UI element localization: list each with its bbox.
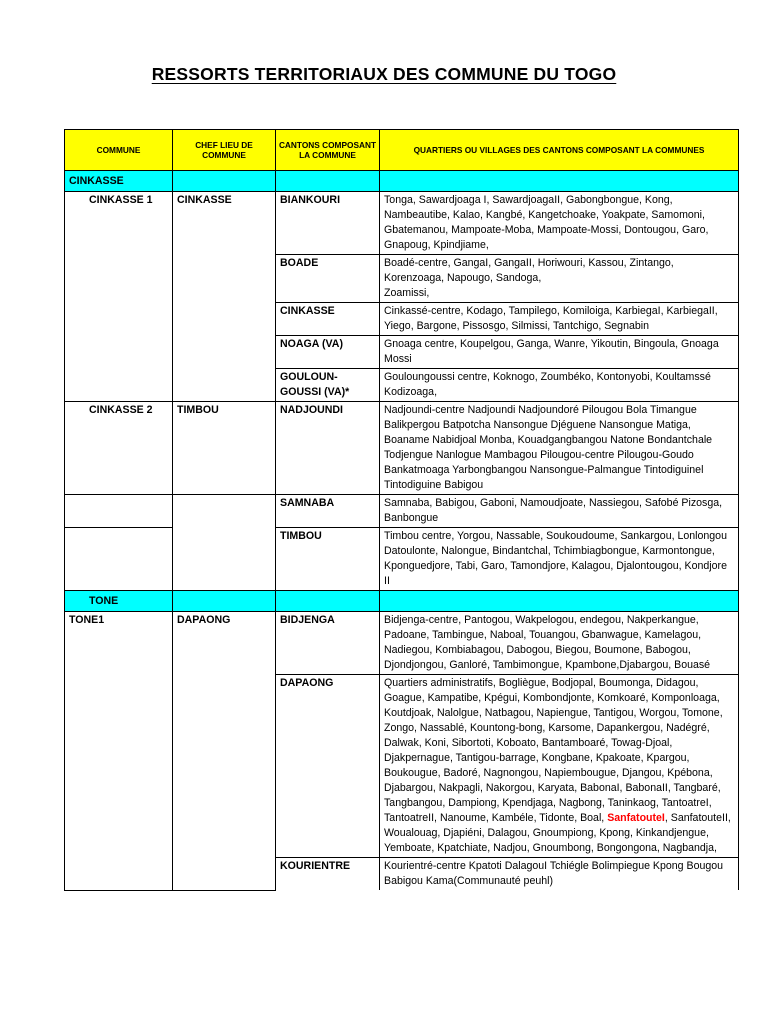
- villages-cell: Bidjenga-centre, Pantogou, Wakpelogou, endegou, Nakperkangue, Padoane, Tambingue, Naboal, Touangou, Gbanwague, Kamelagou, Nadiegou, Kombiabagou, Dabogou, Biegou, Boumone, Babogou, Djondjongou, Ganloré, Tambimongue, Kpambone,Djabargou, Bouasé: [380, 612, 739, 675]
- villages-text: Quartiers administratifs, Bogliègue, Bodjopal, Boumonga, Didagou, Goague, Kampatibe, Kpégui, Kombondjonte, Komkoaré, Komponloaga, Koutdjoak, Nalolgue, Natbagou, Napiengue, Tantigou, Worgou, Tomone, Zongo, Nassablé, Kountong-bong, Karsome, Dapankergou, Nadégré, Dalwak, Koni, Sibortoti, Koboato, Bantamboaré, Towag-Djoal, Djakpernague, Tantigou-barrage, Kongbane, Kpakoate, Kpargou, Boukougue, Badoré, Nagnongou, Napiembougue, Djangou, Kpébona, Djabargou, Nakpagli, Nakorgou, Karyata, BabonaI, BabonaII, Tangbaré, Tangbangou, Dampiong, Kpendjaga, Nagbong, Taninkaog, TantoatreI, TantoatreII, Nanoume, Kambéle, Tidonte, Boal,: [384, 677, 723, 824]
- villages-cell: Cinkassé-centre, Kodago, Tampilego, Komiloiga, KarbiegaI, KarbiegaII, Yiego, Bargone, Pissosgo, Silmissi, Tantchigo, Segnabin: [380, 303, 739, 336]
- table-row: [65, 402, 739, 495]
- canton-name: TIMBOU: [276, 528, 380, 591]
- villages-text: Gouloungoussi centre, Koknogo, Zoumbéko, Kontonyobi, Koultamssé: [384, 371, 711, 383]
- villages-cell: [380, 369, 739, 402]
- canton-name: SAMNABA: [276, 495, 380, 528]
- villages-text: Kodizoaga,: [384, 386, 438, 398]
- commune-name: CINKASSE 1: [65, 192, 173, 402]
- region-name: CINKASSE: [65, 171, 173, 192]
- commune-name: CINKASSE 2: [65, 402, 173, 495]
- header-chef-lieu: CHEF LIEU DE COMMUNE: [173, 130, 276, 171]
- highlighted-village: SanfatouteI: [607, 812, 665, 824]
- chef-lieu: TIMBOU: [173, 402, 276, 495]
- villages-cell: [380, 675, 739, 858]
- header-cantons: CANTONS COMPOSANT LA COMMUNE: [276, 130, 380, 171]
- canton-name: DAPAONG: [276, 675, 380, 858]
- canton-name: NADJOUNDI: [276, 402, 380, 495]
- region-row-tone: [65, 591, 739, 612]
- canton-name: BIANKOURI: [276, 192, 380, 255]
- canton-name: CINKASSE: [276, 303, 380, 336]
- chef-lieu: CINKASSE: [173, 192, 276, 402]
- table-row: [65, 192, 739, 255]
- canton-name: NOAGA (VA): [276, 336, 380, 369]
- villages-cell: [380, 255, 739, 303]
- table-row: [65, 495, 739, 528]
- villages-cell: Nadjoundi-centre Nadjoundi Nadjoundoré Pilougou Bola Timangue Balikpergou Batpotcha Nansongue Djéguene Nansongue Matiga, Boaname Nabidjoal Monba, Kouadgangbangou Natone Bondantchale Todjengue Nanlogue Mambagou Pilougou-centre Pilougou-Goudo Bankatmoaga Yarbongbangou Nansongue-Palmangue Tintodiguinel Tintodiguine Babigou: [380, 402, 739, 495]
- territorial-table: [64, 129, 739, 891]
- header-quartiers: QUARTIERS OU VILLAGES DES CANTONS COMPOSANT LA COMMUNES: [380, 130, 739, 171]
- canton-name: GOULOUN-GOUSSI (VA)*: [276, 369, 380, 402]
- canton-name: KOURIENTRE: [276, 858, 380, 891]
- villages-cell: Gnoaga centre, Koupelgou, Ganga, Wanre, Yikoutin, Bingoula, Gnoaga Mossi: [380, 336, 739, 369]
- canton-name: BOADE: [276, 255, 380, 303]
- villages-text: Timbou centre, Yorgou, Nassable, Soukoudoume, Sankargou, Lonlongou: [384, 530, 727, 542]
- villages-cell: [380, 528, 739, 591]
- villages-text: , SanfatouteII, Woualouag, Djapiéni, Dalagou, Gnoumpiong, Kpong, Kinkandjengue, Yemboate, Kpatchiate, Nadjou, Gnoumbong, Bongongona, Nagbandja,: [384, 812, 731, 854]
- villages-text: Zoamissi,: [384, 287, 430, 299]
- villages-cell: Kourientré-centre Kpatoti DalagouI Tchiégle Bolimpiegue Kpong Bougou Babigou Kama(Communauté peuhl): [380, 858, 739, 891]
- commune-name: TONE1: [65, 612, 173, 891]
- page-title: RESSORTS TERRITORIAUX DES COMMUNE DU TOGO: [151, 64, 617, 84]
- chef-lieu: DAPAONG: [173, 612, 276, 891]
- canton-name: BIDJENGA: [276, 612, 380, 675]
- table-row: [65, 612, 739, 675]
- villages-text: Datoulonte, Nalongue, Bindantchal, Tchimbiagbongue, Karmontongue, Kponguedjore, Tabi, Garo, Tamondjore, Kalagou, Djalontougou, Kondjore II: [384, 545, 727, 587]
- villages-text: Boadé-centre, GangaI, GangaII, Horiwouri, Kassou, Zintango, Korenzoaga, Napougo, Sandoga,: [384, 257, 674, 284]
- region-name: TONE: [65, 591, 173, 612]
- header-commune: COMMUNE: [65, 130, 173, 171]
- villages-cell: Tonga, Sawardjoaga I, SawardjoagaII, Gabongbongue, Kong, Nambeautibe, Kalao, Kangbé, Kangetchoake, Yoakpate, Samomoni, Gbatemanou, Mampoate-Moba, Mampoate-Mossi, Dontougou, Garo, Gnapoug, Kpindjiame,: [380, 192, 739, 255]
- table-row: [65, 528, 739, 591]
- table-header-row: [65, 130, 739, 171]
- villages-cell: Samnaba, Babigou, Gaboni, Namoudjoate, Nassiegou, Safobé Pizosga, Banbongue: [380, 495, 739, 528]
- region-row-cinkasse: [65, 171, 739, 192]
